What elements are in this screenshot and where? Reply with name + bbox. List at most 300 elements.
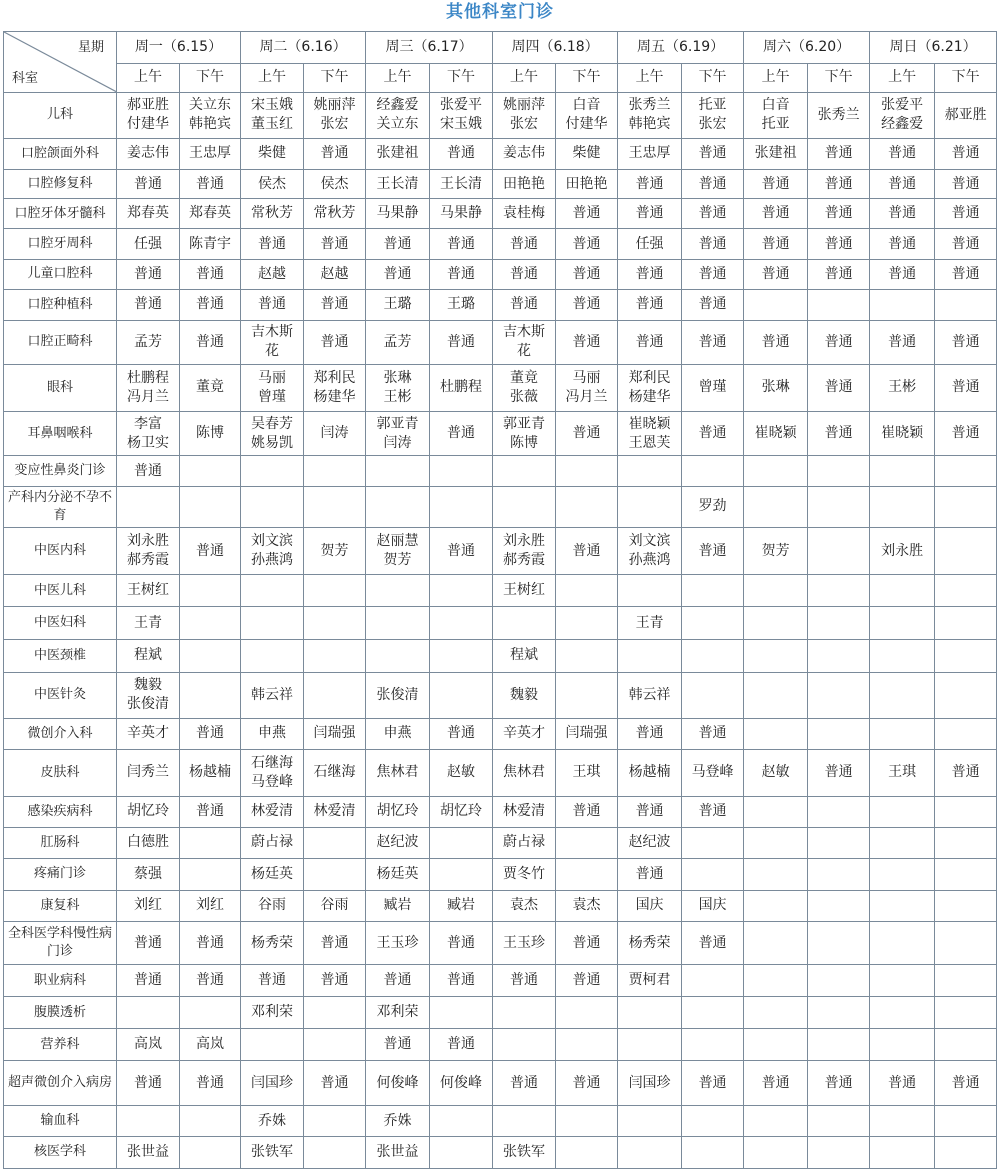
schedule-cell <box>556 997 618 1029</box>
doctor-name: 程斌 <box>134 647 162 664</box>
schedule-cell <box>430 890 493 922</box>
schedule-cell <box>241 997 304 1029</box>
table-row <box>4 797 997 828</box>
doctor-name: 普通 <box>698 425 727 442</box>
doctor-name: 国庆 <box>635 897 664 914</box>
doctor-name: 袁桂梅 <box>503 205 546 222</box>
schedule-cell <box>618 575 682 607</box>
morning-header: 上午 <box>117 63 180 92</box>
doctor-name: 马丽 <box>572 369 601 386</box>
doctor-name: 普通 <box>196 542 224 559</box>
doctor-name: 韩云祥 <box>251 686 294 703</box>
schedule-cell <box>117 486 180 527</box>
doctor-name: 普通 <box>888 175 917 192</box>
doctor-name: 王长清 <box>376 175 419 192</box>
doctor-name: 普通 <box>951 145 980 162</box>
doctor-name: 付建华 <box>127 116 169 133</box>
schedule-cell <box>682 575 744 607</box>
schedule-cell <box>117 575 180 607</box>
doctor-name: 花 <box>265 343 280 360</box>
doctor-name: 王玉珍 <box>376 934 419 951</box>
doctor-name: 侯杰 <box>258 175 287 192</box>
schedule-cell <box>808 858 870 890</box>
schedule-cell <box>304 259 366 289</box>
schedule-cell <box>618 827 682 858</box>
department-name: 中医内科 <box>4 528 117 575</box>
table-row <box>4 607 997 640</box>
table-row <box>4 1106 997 1137</box>
schedule-cell <box>366 575 430 607</box>
doctor-name: 郑春英 <box>189 205 231 222</box>
schedule-cell <box>808 411 870 455</box>
doctor-name: 高岚 <box>196 1036 224 1053</box>
doctor-name: 常秋芳 <box>313 205 356 222</box>
schedule-cell <box>241 1060 304 1105</box>
schedule-cell <box>935 1136 997 1168</box>
doctor-name: 杨廷英 <box>251 865 294 882</box>
schedule-cell <box>808 1136 870 1168</box>
doctor-name: 王树红 <box>127 582 169 599</box>
doctor-name: 臧岩 <box>447 897 476 914</box>
schedule-cell <box>493 965 556 997</box>
department-name: 儿童口腔科 <box>4 259 117 289</box>
day-header: 周三（6.17） <box>366 32 493 64</box>
table-row <box>4 199 997 229</box>
schedule-cell <box>935 1060 997 1105</box>
doctor-name: 林爱清 <box>251 803 294 820</box>
doctor-name: 姚丽萍 <box>503 97 546 114</box>
schedule-cell <box>366 749 430 796</box>
schedule-cell <box>870 997 935 1029</box>
schedule-cell <box>808 229 870 260</box>
doctor-name: 马丽 <box>258 369 287 386</box>
schedule-cell <box>117 411 180 455</box>
doctor-name: 普通 <box>761 333 790 350</box>
doctor-name: 普通 <box>383 972 412 989</box>
doctor-name: 张爱平 <box>440 97 483 114</box>
doctor-name: 普通 <box>320 235 349 252</box>
schedule-cell <box>117 997 180 1029</box>
schedule-cell <box>618 169 682 199</box>
doctor-name: 普通 <box>951 1074 980 1091</box>
doctor-name: 普通 <box>635 333 664 350</box>
schedule-cell <box>618 1060 682 1105</box>
doctor-name: 经鑫爱 <box>881 116 924 133</box>
schedule-cell <box>744 827 808 858</box>
schedule-cell <box>556 858 618 890</box>
schedule-cell <box>180 575 241 607</box>
schedule-cell <box>870 797 935 828</box>
doctor-name: 袁杰 <box>510 897 539 914</box>
schedule-cell <box>870 229 935 260</box>
schedule-cell <box>870 1136 935 1168</box>
doctor-name: 郝亚胜 <box>944 106 987 123</box>
schedule-cell <box>808 1029 870 1061</box>
doctor-name: 国庆 <box>698 897 727 914</box>
doctor-name: 普通 <box>951 333 980 350</box>
doctor-name: 焦林君 <box>376 764 419 781</box>
schedule-cell <box>744 92 808 138</box>
doctor-name: 吉木斯 <box>503 324 546 341</box>
table-row <box>4 1029 997 1061</box>
schedule-cell <box>180 1106 241 1137</box>
doctor-name: 普通 <box>698 542 727 559</box>
doctor-name: 普通 <box>951 235 980 252</box>
doctor-name: 普通 <box>761 205 790 222</box>
doctor-name: 姜志伟 <box>127 145 169 162</box>
schedule-cell <box>180 607 241 640</box>
doctor-name: 乔姝 <box>383 1112 412 1129</box>
schedule-cell <box>935 797 997 828</box>
schedule-cell <box>241 858 304 890</box>
department-name: 微创介入科 <box>4 719 117 750</box>
doctor-name: 普通 <box>447 265 476 282</box>
schedule-cell <box>304 858 366 890</box>
doctor-name: 托亚 <box>761 116 790 133</box>
doctor-name: 张铁军 <box>251 1143 294 1160</box>
doctor-name: 孟芳 <box>134 333 162 350</box>
table-row <box>4 138 997 169</box>
schedule-cell <box>493 199 556 229</box>
department-name: 营养科 <box>4 1029 117 1061</box>
schedule-cell <box>808 749 870 796</box>
schedule-cell <box>117 607 180 640</box>
schedule-cell <box>241 259 304 289</box>
schedule-cell <box>618 890 682 922</box>
corner-week-label: 星期 <box>77 40 104 55</box>
schedule-cell <box>180 486 241 527</box>
doctor-name: 王青 <box>635 614 664 631</box>
doctor-name: 贺芳 <box>383 552 412 569</box>
doctor-name: 普通 <box>320 333 349 350</box>
schedule-cell <box>304 672 366 718</box>
doctor-name: 托亚 <box>698 97 727 114</box>
schedule-cell <box>682 364 744 411</box>
schedule-cell <box>808 456 870 487</box>
schedule-cell <box>744 997 808 1029</box>
header-row-halfday <box>4 63 997 92</box>
department-name: 全科医学科慢性病门诊 <box>4 922 117 965</box>
doctor-name: 郑利民 <box>313 369 356 386</box>
doctor-name: 马登峰 <box>251 773 294 790</box>
schedule-cell <box>241 229 304 260</box>
doctor-name: 闫国珍 <box>251 1074 294 1091</box>
schedule-cell <box>682 229 744 260</box>
doctor-name: 田艳艳 <box>503 175 546 192</box>
schedule-cell <box>180 827 241 858</box>
schedule-cell <box>682 259 744 289</box>
doctor-name: 杜鹏程 <box>440 379 483 396</box>
schedule-cell <box>241 364 304 411</box>
schedule-cell <box>556 528 618 575</box>
schedule-cell <box>870 199 935 229</box>
doctor-name: 普通 <box>698 205 727 222</box>
doctor-name: 谷雨 <box>320 897 349 914</box>
doctor-name: 普通 <box>951 764 980 781</box>
doctor-name: 普通 <box>698 725 727 742</box>
schedule-cell <box>180 411 241 455</box>
doctor-name: 何俊峰 <box>376 1074 419 1091</box>
schedule-cell <box>744 259 808 289</box>
schedule-cell <box>618 719 682 750</box>
doctor-name: 普通 <box>698 235 727 252</box>
schedule-cell <box>304 827 366 858</box>
schedule-cell <box>935 575 997 607</box>
schedule-cell <box>304 138 366 169</box>
schedule-cell <box>493 411 556 455</box>
header-row-days <box>4 32 997 64</box>
table-row <box>4 486 997 527</box>
doctor-name: 刘文滨 <box>251 533 294 550</box>
schedule-cell <box>744 607 808 640</box>
schedule-cell <box>618 528 682 575</box>
doctor-name: 普通 <box>320 934 349 951</box>
doctor-name: 普通 <box>635 803 664 820</box>
schedule-cell <box>744 229 808 260</box>
doctor-name: 任强 <box>134 235 162 252</box>
table-row <box>4 259 997 289</box>
doctor-name: 普通 <box>510 296 539 313</box>
schedule-cell <box>870 411 935 455</box>
doctor-name: 王璐 <box>447 296 476 313</box>
schedule-cell <box>808 575 870 607</box>
schedule-cell <box>117 364 180 411</box>
schedule-cell <box>808 639 870 672</box>
schedule-cell <box>430 607 493 640</box>
table-row <box>4 827 997 858</box>
schedule-cell <box>180 456 241 487</box>
schedule-cell <box>556 607 618 640</box>
doctor-name: 张秀兰 <box>817 106 860 123</box>
schedule-cell <box>744 364 808 411</box>
schedule-cell <box>935 749 997 796</box>
schedule-cell <box>808 259 870 289</box>
doctor-name: 乔姝 <box>258 1112 287 1129</box>
schedule-cell <box>430 138 493 169</box>
corner-cell <box>4 32 117 93</box>
schedule-cell <box>744 320 808 364</box>
doctor-name: 普通 <box>572 235 601 252</box>
schedule-cell <box>493 997 556 1029</box>
schedule-cell <box>180 639 241 672</box>
morning-header: 上午 <box>870 63 935 92</box>
schedule-cell <box>935 229 997 260</box>
schedule-cell <box>304 997 366 1029</box>
doctor-name: 经鑫爱 <box>376 97 419 114</box>
schedule-cell <box>241 797 304 828</box>
schedule-cell <box>241 320 304 364</box>
doctor-name: 普通 <box>698 934 727 951</box>
schedule-cell <box>682 1136 744 1168</box>
doctor-name: 普通 <box>196 934 224 951</box>
doctor-name: 焦林君 <box>503 764 546 781</box>
schedule-cell <box>366 639 430 672</box>
schedule-cell <box>430 575 493 607</box>
doctor-name: 邓利荣 <box>376 1004 419 1021</box>
doctor-name: 普通 <box>888 145 917 162</box>
schedule-cell <box>430 797 493 828</box>
doctor-name: 白音 <box>761 97 790 114</box>
department-name: 产科内分泌不孕不育 <box>4 486 117 527</box>
schedule-cell <box>366 797 430 828</box>
table-row <box>4 749 997 796</box>
doctor-name: 王琪 <box>572 764 601 781</box>
schedule-cell <box>935 320 997 364</box>
schedule-cell <box>304 364 366 411</box>
schedule-cell <box>808 1106 870 1137</box>
doctor-name: 普通 <box>888 1074 917 1091</box>
doctor-name: 常秋芳 <box>251 205 294 222</box>
doctor-name: 刘永胜 <box>881 542 924 559</box>
schedule-cell <box>808 719 870 750</box>
schedule-cell <box>682 169 744 199</box>
schedule-cell <box>493 1136 556 1168</box>
doctor-name: 陈博 <box>510 434 539 451</box>
doctor-name: 普通 <box>134 462 162 479</box>
schedule-cell <box>682 997 744 1029</box>
table-row <box>4 1060 997 1105</box>
schedule-cell <box>430 92 493 138</box>
doctor-name: 闫涛 <box>320 425 349 442</box>
doctor-name: 魏毅 <box>134 677 162 694</box>
schedule-cell <box>304 1060 366 1105</box>
doctor-name: 普通 <box>698 1074 727 1091</box>
doctor-name: 王玉珍 <box>503 934 546 951</box>
doctor-name: 刘永胜 <box>127 533 169 550</box>
doctor-name: 普通 <box>447 333 476 350</box>
schedule-cell <box>304 1029 366 1061</box>
schedule-cell <box>304 199 366 229</box>
schedule-cell <box>366 1106 430 1137</box>
schedule-cell <box>304 575 366 607</box>
schedule-cell <box>935 607 997 640</box>
department-name: 中医儿科 <box>4 575 117 607</box>
doctor-name: 张琳 <box>761 379 790 396</box>
schedule-cell <box>935 827 997 858</box>
table-row <box>4 289 997 320</box>
schedule-cell <box>241 92 304 138</box>
schedule-cell <box>241 486 304 527</box>
schedule-cell <box>493 639 556 672</box>
doctor-name: 孙燕鸿 <box>628 552 671 569</box>
doctor-name: 普通 <box>134 972 162 989</box>
morning-header: 上午 <box>241 63 304 92</box>
schedule-cell <box>618 965 682 997</box>
doctor-name: 蔚占禄 <box>503 834 546 851</box>
schedule-cell <box>304 749 366 796</box>
schedule-cell <box>682 411 744 455</box>
doctor-name: 臧岩 <box>383 897 412 914</box>
doctor-name: 张宏 <box>320 116 349 133</box>
doctor-name: 姜志伟 <box>503 145 546 162</box>
doctor-name: 闫涛 <box>383 434 412 451</box>
doctor-name: 王青 <box>134 614 162 631</box>
schedule-cell <box>180 1029 241 1061</box>
schedule-cell <box>870 858 935 890</box>
schedule-cell <box>870 138 935 169</box>
schedule-cell <box>870 486 935 527</box>
department-name: 耳鼻咽喉科 <box>4 411 117 455</box>
doctor-name: 杨建华 <box>628 388 671 405</box>
afternoon-header: 下午 <box>430 63 493 92</box>
schedule-cell <box>304 528 366 575</box>
schedule-cell <box>366 890 430 922</box>
schedule-cell <box>430 965 493 997</box>
schedule-cell <box>117 138 180 169</box>
doctor-name: 王彬 <box>888 379 917 396</box>
schedule-cell <box>744 749 808 796</box>
schedule-cell <box>180 749 241 796</box>
doctor-name: 普通 <box>383 235 412 252</box>
schedule-cell <box>180 1136 241 1168</box>
schedule-cell <box>870 639 935 672</box>
doctor-name: 普通 <box>824 764 853 781</box>
doctor-name: 普通 <box>824 379 853 396</box>
schedule-cell <box>493 1029 556 1061</box>
schedule-cell <box>870 749 935 796</box>
page-title: 其他科室门诊 <box>446 2 554 22</box>
table-row <box>4 890 997 922</box>
schedule-cell <box>430 320 493 364</box>
schedule-cell <box>556 1029 618 1061</box>
doctor-name: 普通 <box>761 1074 790 1091</box>
department-name: 肛肠科 <box>4 827 117 858</box>
doctor-name: 普通 <box>258 972 287 989</box>
doctor-name: 何俊峰 <box>440 1074 483 1091</box>
schedule-cell <box>618 1029 682 1061</box>
doctor-name: 蔡强 <box>134 865 162 882</box>
schedule-cell <box>180 138 241 169</box>
table-row <box>4 1136 997 1168</box>
schedule-cell <box>241 672 304 718</box>
doctor-name: 普通 <box>383 265 412 282</box>
schedule-cell <box>744 456 808 487</box>
schedule-cell <box>241 456 304 487</box>
schedule-cell <box>493 719 556 750</box>
doctor-name: 罗劲 <box>698 498 727 515</box>
doctor-name: 王彬 <box>383 388 412 405</box>
doctor-name: 林爱清 <box>313 803 356 820</box>
doctor-name: 普通 <box>824 265 853 282</box>
schedule-cell <box>808 364 870 411</box>
schedule-cell <box>808 827 870 858</box>
schedule-cell <box>556 259 618 289</box>
schedule-cell <box>935 719 997 750</box>
schedule-cell <box>682 528 744 575</box>
doctor-name: 贺芳 <box>761 542 790 559</box>
schedule-cell <box>556 922 618 965</box>
schedule-cell <box>682 965 744 997</box>
doctor-name: 关立东 <box>189 97 231 114</box>
schedule-cell <box>808 92 870 138</box>
schedule-cell <box>366 138 430 169</box>
doctor-name: 吉木斯 <box>251 324 294 341</box>
doctor-name: 普通 <box>510 1074 539 1091</box>
schedule-cell <box>808 169 870 199</box>
doctor-name: 普通 <box>510 972 539 989</box>
schedule-cell <box>744 797 808 828</box>
schedule-cell <box>241 607 304 640</box>
schedule-cell <box>618 997 682 1029</box>
schedule-cell <box>180 92 241 138</box>
afternoon-header: 下午 <box>556 63 618 92</box>
schedule-cell <box>180 320 241 364</box>
schedule-cell <box>808 997 870 1029</box>
schedule-cell <box>556 411 618 455</box>
doctor-name: 闫秀兰 <box>127 764 169 781</box>
schedule-cell <box>618 607 682 640</box>
doctor-name: 普通 <box>635 265 664 282</box>
